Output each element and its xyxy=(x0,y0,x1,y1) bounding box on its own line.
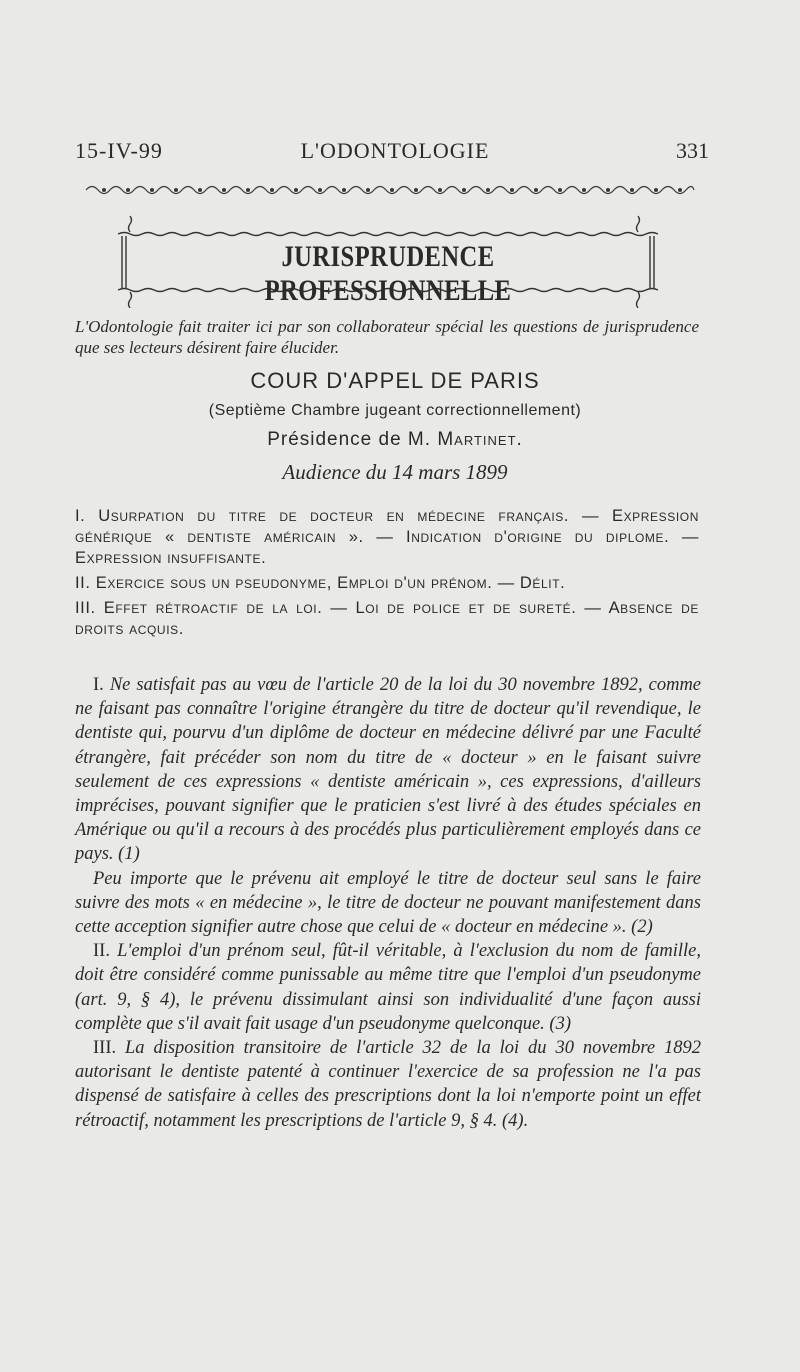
summary-item: I. Usurpation du titre de docteur en médecine français. — Expression générique « dentiste américain ». — Indication d'origine du diplome. — Expression insuffisante. xyxy=(75,507,699,567)
paragraph xyxy=(75,673,701,867)
section-title: JURISPRUDENCE PROFESSIONNELLE xyxy=(264,240,512,307)
paragraph-text: Ne satisfait pas au vœu de l'article 20 de la loi du 30 novembre 1892, comme ne faisant pas connaître l'origine étrangère du titre de docteur qu'il revendique, le dentiste qui, pourvu d'un diplôme de docteur en médecine délivré par une Faculté étrangère, fait précéder son nom du titre de « docteur » en le faisant suivre seulement de ces expressions « dentiste américain », ces expressions, d'ailleurs imprécises, pouvant signifier que le praticien s'est livré à des études spéciales en Amérique ou qu'il a recours à des procédés plus particulièrement employés dans ce pays. (1) xyxy=(75,675,702,865)
page-number: 331 xyxy=(676,138,709,163)
running-header xyxy=(75,138,715,172)
paragraph-text: La disposition transitoire de l'article 32 de la loi du 30 novembre 1892 autorisant le dentiste patenté à continuer l'exercice de sa profession ne l'a pas dispensé de satisfaire à celles des prescriptions dont la loi n'emporte point un effet rétroactif, notamment les prescriptions de l'article 9, § 4. (4). xyxy=(75,1038,701,1131)
summary-item: II. Exercice sous un pseudonyme, Emploi d'un prénom. — Délit. xyxy=(75,574,566,592)
president-name: Martinet. xyxy=(437,429,523,450)
section-banner xyxy=(118,212,658,308)
court-name: COUR D'APPEL DE PARIS xyxy=(250,368,540,393)
paragraph xyxy=(75,939,701,1036)
summary-list xyxy=(75,506,699,644)
paragraph-text: L'emploi d'un prénom seul, fût-il véritable, à l'exclusion du nom de famille, doit être considéré comme punissable au même titre que l'emploi d'un pseudonyme (art. 9, § 4), le prévenu dissimulant ainsi son individualité d'une façon aussi complète que s'il avait fait usage d'un pseudonyme quelconque. (3) xyxy=(75,941,702,1034)
paragraph xyxy=(75,867,701,940)
issue-date: 15-IV-99 xyxy=(75,138,163,163)
court-chamber: (Septième Chambre jugeant correctionnellement) xyxy=(208,402,582,419)
presidence-prefix: Présidence de M. xyxy=(267,429,432,450)
paragraph-text: Peu importe que le prévenu ait employé le titre de docteur seul sans le faire suivre des mots « en médecine », le titre de docteur ne pouvant manifestement dans cette acception signifier autre chose que celui de « docteur en médecine ». (2) xyxy=(75,868,701,938)
journal-title: L'ODONTOLOGIE xyxy=(300,138,490,163)
paragraph xyxy=(75,1036,701,1133)
paragraph-number: II. xyxy=(93,941,110,962)
presidence xyxy=(75,429,715,451)
summary-item: III. Effet rétroactif de la loi. — Loi de police et de sureté. — Absence de droits acquis. xyxy=(75,599,699,638)
paragraph-number: III. xyxy=(93,1038,117,1059)
ornament-border-icon xyxy=(84,181,696,199)
paragraph-number: I. xyxy=(93,675,104,695)
body-text xyxy=(75,673,701,1133)
audience-date: Audience du 14 mars 1899 xyxy=(282,460,508,484)
intro-note: L'Odontologie fait traiter ici par son collaborateur spécial les questions de jurisprudence que ses lecteurs désirent faire élucider. xyxy=(75,317,699,357)
